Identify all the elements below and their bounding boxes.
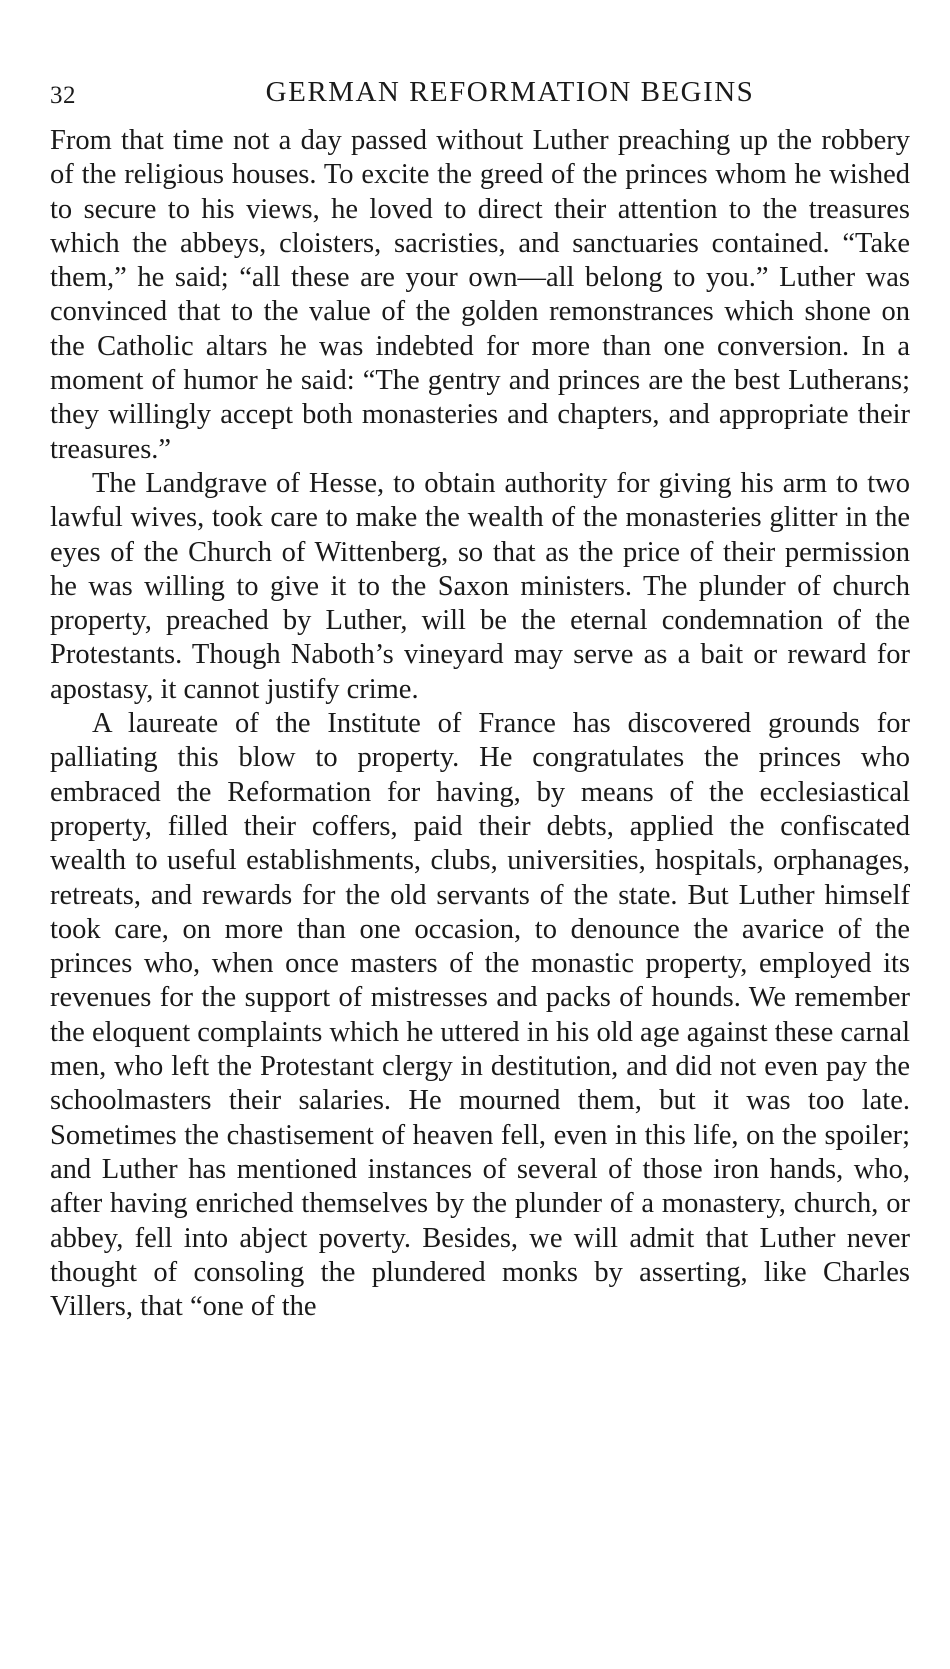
body-text (50, 124, 910, 1324)
running-title: GERMAN REFORMATION BEGINS (265, 76, 755, 108)
paragraph-landgrave: The Landgrave of Hesse, to obtain authority for giving his arm to two lawful wives, took care to make the wealth of the monasteries glitter in the eyes of the Church of Wittenberg, so that as the price of their permission he was willing to give it to the Saxon ministers. The plunder of church property, preached by Luther, will be the eternal condemnation of the Protestants. Though Naboth’s vineyard may serve as a bait or reward for apostasy, it cannot justify crime. (50, 467, 910, 705)
page-number: 32 (50, 82, 76, 109)
book-page (50, 70, 910, 1324)
running-header (50, 70, 910, 114)
paragraph-laureate: A laureate of the Institute of France has discovered grounds for palliating this blow to property. He congratulates the princes who embraced the Reformation for having, by means of the ecclesiastical property, filled their coffers, paid their debts, applied the confiscated wealth to useful establishments, clubs, universities, hospitals, orphanages, retreats, and rewards for the old servants of the state. But Luther himself took care, on more than one occasion, to denounce the avarice of the princes who, when once masters of the monastic property, employed its revenues for the support of mistresses and packs of hounds. We remember the eloquent complaints which he uttered in his old age against these carnal men, who left the Protestant clergy in destitution, and did not even pay the schoolmasters their salaries. He mourned them, but it was too late. Sometimes the chastisement of heaven fell, even in this life, on the spoiler; and Luther has mentioned instances of several of those iron hands, who, after having enriched themselves by the plunder of a monastery, church, or abbey, fell into abject poverty. Besides, we will admit that Luther never thought of consoling the plundered monks by asserting, like Charles Villers, that “one of the (50, 708, 910, 1323)
paragraph-continued: From that time not a day passed without Luther preaching up the robbery of the religious houses. To excite the greed of the princes whom he wished to secure to his views, he loved to direct their attention to the treasures which the abbeys, cloisters, sacristies, and sanctuaries contained. “Take them,” he said; “all these are your own—all belong to you.” Luther was convinced that to the value of the golden remonstrances which shone on the Catholic altars he was indebted for more than one conversion. In a moment of humor he said: “The gentry and princes are the best Lutherans; they willingly accept both monasteries and chapters, and appropriate their treasures.” (50, 125, 910, 465)
